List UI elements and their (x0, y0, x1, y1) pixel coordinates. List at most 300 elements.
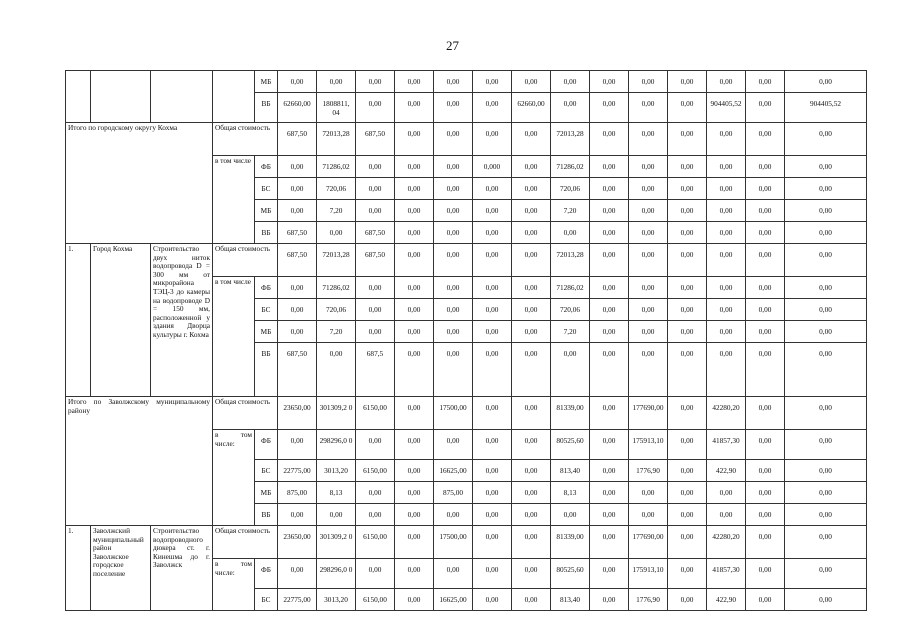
value-cell: 0,00 (278, 71, 317, 93)
value-cell: 0,00 (746, 526, 785, 559)
value-cell: 0,00 (473, 430, 512, 460)
value-cell: 0,00 (590, 504, 629, 526)
value-cell: 0,00 (746, 460, 785, 482)
value-cell: 0,00 (395, 277, 434, 299)
value-cell: 0,00 (356, 277, 395, 299)
value-cell: 0,00 (356, 93, 395, 123)
value-cell: 687,50 (278, 244, 317, 277)
value-cell: 80525,60 (551, 430, 590, 460)
value-cell: 0,00 (395, 156, 434, 178)
value-cell: 0,00 (473, 123, 512, 156)
value-cell: 301309,2 0 (317, 397, 356, 430)
value-cell: 0,00 (434, 93, 473, 123)
value-cell: 0,00 (473, 244, 512, 277)
value-cell: 301309,2 0 (317, 526, 356, 559)
value-cell: 0,00 (590, 222, 629, 244)
value-cell: 0,00 (434, 178, 473, 200)
value-cell: 0,00 (278, 200, 317, 222)
value-cell: 0,00 (668, 244, 707, 277)
value-cell: 904405,52 (785, 93, 867, 123)
value-cell: 71286,02 (317, 277, 356, 299)
value-cell: 0,00 (434, 123, 473, 156)
value-cell: 0,00 (551, 343, 590, 397)
value-cell: 0,00 (551, 93, 590, 123)
value-cell: 0,00 (395, 397, 434, 430)
value-cell: 16625,00 (434, 589, 473, 611)
value-cell: 0,00 (356, 504, 395, 526)
value-cell: 0,00 (473, 589, 512, 611)
value-cell: 0,00 (395, 343, 434, 397)
total-cost-label: Общая стоимость (213, 244, 278, 277)
row-number: 1. (66, 526, 91, 611)
value-cell: 0,00 (395, 526, 434, 559)
value-cell: 0,00 (356, 299, 395, 321)
value-cell: 42280,20 (707, 397, 746, 430)
budget-type-cell: МБ (255, 71, 278, 93)
value-cell: 0,00 (473, 299, 512, 321)
value-cell: 0,00 (668, 321, 707, 343)
value-cell: 0,00 (434, 222, 473, 244)
budget-type-cell: ВБ (255, 504, 278, 526)
value-cell: 7,20 (317, 321, 356, 343)
value-cell: 0,00 (590, 430, 629, 460)
value-cell: 0,00 (395, 460, 434, 482)
value-cell: 720,06 (317, 299, 356, 321)
value-cell: 0,00 (590, 71, 629, 93)
value-cell: 0,00 (668, 343, 707, 397)
value-cell: 0,00 (356, 482, 395, 504)
municipality-name: Город Кохма (91, 244, 151, 397)
municipality-name: Заволжский муниципальный район Заволжское городское поселение (91, 526, 151, 611)
value-cell: 0,00 (512, 397, 551, 430)
value-cell: 0,00 (707, 222, 746, 244)
value-cell: 0,000 (473, 156, 512, 178)
value-cell: 0,00 (629, 71, 668, 93)
value-cell: 0,00 (473, 222, 512, 244)
value-cell: 3013,20 (317, 589, 356, 611)
value-cell: 175913,10 (629, 430, 668, 460)
value-cell: 0,00 (785, 559, 867, 589)
value-cell: 0,00 (668, 71, 707, 93)
value-cell: 71286,02 (317, 156, 356, 178)
value-cell: 0,00 (395, 71, 434, 93)
value-cell: 0,00 (395, 430, 434, 460)
name-cell-top (91, 71, 151, 123)
value-cell: 0,00 (512, 200, 551, 222)
value-cell: 81339,00 (551, 397, 590, 430)
value-cell: 0,00 (278, 299, 317, 321)
value-cell: 0,00 (785, 482, 867, 504)
value-cell: 0,00 (629, 321, 668, 343)
value-cell: 0,00 (590, 397, 629, 430)
value-cell: 0,00 (395, 200, 434, 222)
value-cell: 813,40 (551, 589, 590, 611)
value-cell: 0,00 (434, 430, 473, 460)
object-cell-top (151, 71, 213, 123)
value-cell: 0,00 (590, 343, 629, 397)
value-cell: 0,00 (707, 343, 746, 397)
value-cell: 0,00 (746, 321, 785, 343)
value-cell: 0,00 (785, 526, 867, 559)
value-cell: 22775,00 (278, 460, 317, 482)
value-cell: 0,00 (629, 277, 668, 299)
value-cell: 422,90 (707, 589, 746, 611)
value-cell: 0,00 (473, 460, 512, 482)
budget-type-cell: ВБ (255, 343, 278, 397)
budget-table (65, 70, 867, 611)
value-cell: 0,00 (473, 343, 512, 397)
value-cell: 0,00 (785, 321, 867, 343)
value-cell: 0,00 (434, 343, 473, 397)
value-cell: 0,00 (434, 277, 473, 299)
value-cell: 0,00 (473, 559, 512, 589)
budget-type-cell: ВБ (255, 222, 278, 244)
value-cell: 0,00 (551, 71, 590, 93)
value-cell: 62660,00 (512, 93, 551, 123)
value-cell: 0,00 (707, 321, 746, 343)
value-cell: 687,50 (278, 222, 317, 244)
value-cell: 0,00 (629, 222, 668, 244)
object-description: Строительство двух ниток водопровода D = 300 мм от микрорайона ТЭЦ-3 до камеры на водопроводе D = 150 мм, расположенной у здания Дворца культуры г. Кохма (151, 244, 213, 397)
value-cell: 0,00 (629, 178, 668, 200)
budget-type-cell: МБ (255, 482, 278, 504)
budget-type-cell: ФБ (255, 156, 278, 178)
value-cell: 0,00 (785, 430, 867, 460)
value-cell: 0,00 (668, 200, 707, 222)
value-cell: 0,00 (434, 559, 473, 589)
value-cell: 0,00 (707, 71, 746, 93)
value-cell: 0,00 (512, 460, 551, 482)
value-cell: 0,00 (590, 123, 629, 156)
value-cell: 0,00 (668, 277, 707, 299)
value-cell: 1776,90 (629, 460, 668, 482)
value-cell: 0,00 (668, 93, 707, 123)
value-cell: 0,00 (278, 178, 317, 200)
value-cell: 0,00 (473, 504, 512, 526)
value-cell: 0,00 (785, 71, 867, 93)
value-cell: 0,00 (395, 504, 434, 526)
value-cell: 17500,00 (434, 526, 473, 559)
value-cell: 0,00 (278, 559, 317, 589)
num-cell-top (66, 71, 91, 123)
value-cell: 0,00 (707, 277, 746, 299)
value-cell: 0,00 (746, 397, 785, 430)
value-cell: 72013,28 (317, 123, 356, 156)
row-number: 1. (66, 244, 91, 397)
value-cell: 0,00 (590, 559, 629, 589)
value-cell: 0,00 (317, 222, 356, 244)
value-cell: 6150,00 (356, 460, 395, 482)
value-cell: 0,00 (668, 460, 707, 482)
value-cell: 0,00 (746, 93, 785, 123)
in-that-number-label: в том числе: (213, 430, 255, 526)
value-cell: 6150,00 (356, 589, 395, 611)
total-cost-label: Общая стоимость (213, 526, 278, 559)
value-cell: 0,00 (512, 244, 551, 277)
in-that-number-label: в том числе (213, 277, 255, 397)
value-cell: 0,00 (473, 482, 512, 504)
value-cell: 0,00 (512, 321, 551, 343)
value-cell: 0,00 (395, 123, 434, 156)
value-cell: 0,00 (668, 504, 707, 526)
value-cell: 0,00 (785, 156, 867, 178)
budget-type-cell: ФБ (255, 277, 278, 299)
value-cell: 0,00 (785, 178, 867, 200)
value-cell: 0,00 (395, 321, 434, 343)
value-cell: 687,50 (278, 343, 317, 397)
budget-type-cell: ФБ (255, 430, 278, 460)
value-cell: 298296,0 0 (317, 430, 356, 460)
value-cell: 0,00 (629, 504, 668, 526)
value-cell: 81339,00 (551, 526, 590, 559)
value-cell: 0,00 (473, 321, 512, 343)
value-cell: 0,00 (512, 277, 551, 299)
value-cell: 0,00 (668, 178, 707, 200)
value-cell: 0,00 (707, 482, 746, 504)
value-cell: 0,00 (629, 482, 668, 504)
value-cell: 22775,00 (278, 589, 317, 611)
value-cell: 6150,00 (356, 397, 395, 430)
value-cell: 0,00 (707, 156, 746, 178)
value-cell: 0,00 (785, 244, 867, 277)
value-cell: 1808811, 04 (317, 93, 356, 123)
value-cell: 0,00 (434, 321, 473, 343)
value-cell: 0,00 (707, 178, 746, 200)
value-cell: 720,06 (551, 178, 590, 200)
value-cell: 813,40 (551, 460, 590, 482)
value-cell: 80525,60 (551, 559, 590, 589)
value-cell: 0,00 (746, 277, 785, 299)
value-cell: 0,00 (317, 504, 356, 526)
value-cell: 422,90 (707, 460, 746, 482)
value-cell: 0,00 (707, 200, 746, 222)
value-cell: 0,00 (590, 299, 629, 321)
page-number: 27 (446, 38, 459, 53)
value-cell: 298296,0 0 (317, 559, 356, 589)
value-cell: 7,20 (317, 200, 356, 222)
value-cell: 6150,00 (356, 526, 395, 559)
value-cell: 0,00 (746, 482, 785, 504)
value-cell: 0,00 (668, 299, 707, 321)
value-cell: 0,00 (785, 589, 867, 611)
value-cell: 0,00 (746, 343, 785, 397)
value-cell: 0,00 (590, 321, 629, 343)
value-cell: 0,00 (629, 343, 668, 397)
value-cell: 42280,20 (707, 526, 746, 559)
value-cell: 0,00 (395, 93, 434, 123)
value-cell: 875,00 (434, 482, 473, 504)
value-cell: 41857,30 (707, 430, 746, 460)
value-cell: 0,00 (629, 200, 668, 222)
value-cell: 177690,00 (629, 397, 668, 430)
value-cell: 720,06 (551, 299, 590, 321)
value-cell: 0,00 (395, 299, 434, 321)
value-cell: 0,00 (434, 156, 473, 178)
value-cell: 687,5 (356, 343, 395, 397)
value-cell: 1776,90 (629, 589, 668, 611)
value-cell: 0,00 (512, 559, 551, 589)
value-cell: 0,00 (785, 504, 867, 526)
value-cell: 0,00 (473, 200, 512, 222)
value-cell: 0,00 (278, 321, 317, 343)
value-cell: 0,00 (746, 222, 785, 244)
value-cell: 0,00 (278, 504, 317, 526)
budget-type-cell: МБ (255, 200, 278, 222)
value-cell: 0,00 (707, 123, 746, 156)
value-cell: 0,00 (590, 200, 629, 222)
value-cell: 0,00 (395, 589, 434, 611)
value-cell: 0,00 (785, 343, 867, 397)
value-cell: 0,00 (746, 589, 785, 611)
value-cell: 23650,00 (278, 526, 317, 559)
value-cell: 0,00 (356, 200, 395, 222)
value-cell: 0,00 (746, 559, 785, 589)
value-cell: 0,00 (473, 71, 512, 93)
value-cell: 0,00 (746, 430, 785, 460)
value-cell: 71286,02 (551, 277, 590, 299)
value-cell: 0,00 (512, 299, 551, 321)
value-cell: 0,00 (629, 93, 668, 123)
value-cell: 0,00 (629, 123, 668, 156)
value-cell: 0,00 (746, 123, 785, 156)
value-cell: 0,00 (434, 71, 473, 93)
value-cell: 0,00 (512, 123, 551, 156)
value-cell: 177690,00 (629, 526, 668, 559)
value-cell: 0,00 (668, 589, 707, 611)
value-cell: 0,00 (590, 277, 629, 299)
value-cell: 41857,30 (707, 559, 746, 589)
value-cell: 0,00 (317, 343, 356, 397)
value-cell: 0,00 (590, 589, 629, 611)
value-cell: 8,13 (551, 482, 590, 504)
value-cell: 7,20 (551, 321, 590, 343)
value-cell: 0,00 (668, 482, 707, 504)
value-cell: 875,00 (278, 482, 317, 504)
value-cell: 0,00 (434, 299, 473, 321)
object-description: Строительство водопроводного дюкера ст. г. Кинешма до г. Заволжск (151, 526, 213, 611)
value-cell: 0,00 (707, 504, 746, 526)
value-cell: 0,00 (512, 343, 551, 397)
value-cell: 0,00 (668, 526, 707, 559)
value-cell: 0,00 (512, 526, 551, 559)
value-cell: 0,00 (746, 71, 785, 93)
value-cell: 0,00 (473, 397, 512, 430)
value-cell: 0,00 (707, 299, 746, 321)
value-cell: 72013,28 (551, 244, 590, 277)
value-cell: 0,00 (434, 244, 473, 277)
value-cell: 0,00 (746, 504, 785, 526)
budget-type-cell: ВБ (255, 93, 278, 123)
value-cell: 0,00 (356, 71, 395, 93)
value-cell: 0,00 (512, 156, 551, 178)
cost-cell-top (213, 71, 255, 123)
value-cell: 71286,02 (551, 156, 590, 178)
value-cell: 0,00 (590, 93, 629, 123)
value-cell: 0,00 (785, 299, 867, 321)
value-cell: 0,00 (278, 277, 317, 299)
value-cell: 0,00 (512, 504, 551, 526)
value-cell: 16625,00 (434, 460, 473, 482)
value-cell: 0,00 (590, 526, 629, 559)
value-cell: 0,00 (590, 460, 629, 482)
value-cell: 0,00 (512, 178, 551, 200)
in-that-number-label: в том числе (213, 156, 255, 244)
value-cell: 0,00 (629, 244, 668, 277)
value-cell: 0,00 (473, 93, 512, 123)
value-cell: 0,00 (785, 460, 867, 482)
value-cell: 72013,28 (317, 244, 356, 277)
value-cell: 0,00 (746, 178, 785, 200)
value-cell: 0,00 (434, 200, 473, 222)
value-cell: 687,50 (278, 123, 317, 156)
value-cell: 0,00 (356, 156, 395, 178)
total-zavolzhsk-label: Итого по Заволжскому муниципальному району (66, 397, 213, 526)
total-cost-label: Общая стоимость (213, 123, 278, 156)
value-cell: 72013,28 (551, 123, 590, 156)
value-cell: 720,06 (317, 178, 356, 200)
value-cell: 0,00 (629, 299, 668, 321)
in-that-number-label: в том числе: (213, 559, 255, 611)
value-cell: 0,00 (590, 178, 629, 200)
value-cell: 0,00 (629, 156, 668, 178)
value-cell: 687,50 (356, 222, 395, 244)
value-cell: 0,00 (668, 123, 707, 156)
value-cell: 0,00 (785, 222, 867, 244)
value-cell: 0,00 (590, 244, 629, 277)
value-cell: 0,00 (473, 526, 512, 559)
value-cell: 0,00 (668, 559, 707, 589)
value-cell: 0,00 (785, 397, 867, 430)
value-cell: 0,00 (512, 482, 551, 504)
value-cell: 0,00 (512, 222, 551, 244)
value-cell: 0,00 (356, 559, 395, 589)
value-cell: 0,00 (512, 430, 551, 460)
value-cell: 23650,00 (278, 397, 317, 430)
value-cell: 0,00 (395, 244, 434, 277)
value-cell: 0,00 (512, 589, 551, 611)
total-cost-label: Общая стоимость (213, 397, 278, 430)
value-cell: 0,00 (473, 277, 512, 299)
value-cell: 0,00 (668, 430, 707, 460)
value-cell: 0,00 (746, 244, 785, 277)
value-cell: 8,13 (317, 482, 356, 504)
value-cell: 7,20 (551, 200, 590, 222)
value-cell: 0,00 (668, 156, 707, 178)
value-cell: 0,00 (707, 244, 746, 277)
total-kokhma-label: Итого по городскому округу Кохма (66, 123, 213, 244)
value-cell: 0,00 (746, 200, 785, 222)
value-cell: 17500,00 (434, 397, 473, 430)
value-cell: 0,00 (317, 71, 356, 93)
value-cell: 0,00 (668, 222, 707, 244)
value-cell: 0,00 (785, 277, 867, 299)
value-cell: 0,00 (785, 123, 867, 156)
value-cell: 0,00 (746, 156, 785, 178)
value-cell: 0,00 (551, 222, 590, 244)
value-cell: 0,00 (278, 156, 317, 178)
value-cell: 0,00 (590, 156, 629, 178)
budget-type-cell: ФБ (255, 559, 278, 589)
budget-type-cell: БС (255, 589, 278, 611)
value-cell: 0,00 (356, 178, 395, 200)
value-cell: 0,00 (356, 430, 395, 460)
value-cell: 0,00 (434, 504, 473, 526)
budget-type-cell: БС (255, 178, 278, 200)
value-cell: 0,00 (746, 299, 785, 321)
value-cell: 0,00 (551, 504, 590, 526)
budget-type-cell: БС (255, 460, 278, 482)
value-cell: 0,00 (785, 200, 867, 222)
